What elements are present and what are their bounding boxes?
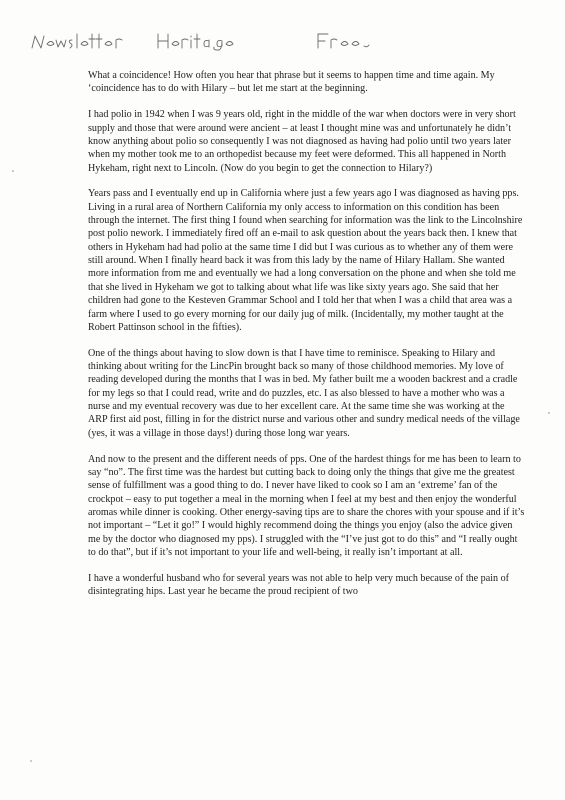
paragraph-present-needs: And now to the present and the different needs of pps. One of the hardest things for me has been to learn to say “no”. The first time was the hardest but cutting back to doing only the things that give me the greatest sense of fulfillment was a good thing to do. I never have liked to cook so I am an ‘extreme’ fan of the crockpot – easy to put together a meal in the morning when I feel at my best and then enjoy the wonderful aromas while dinner is cooking. Other energy-saving tips are to share the chores with your spouse and if it’s not important – “Let it go!” I would highly recommend doing the things you enjoy (also the advice given me by the doctor who diagnosed my pps). I struggled with the “I’ve just got to do this” and “I really ought to do that”, but if it’s not important to your life and well-being, it really isn’t important at all. <box>88 453 525 558</box>
scan-speck <box>12 170 14 172</box>
letter-body <box>88 69 525 599</box>
handwriting-scribble-icon <box>28 26 388 66</box>
paragraph-husband: I have a wonderful husband who for several years was not able to help very much because of the pain of disintegrating hips. Last year he became the proud recipient of two <box>88 572 509 598</box>
paragraph-childhood-memories: One of the things about having to slow down is that I have time to reminisce. Speaking to Hilary and thinking about writing for the LincPin brought back so many of those childhood memories. My love of reading developed during the months that I was in bed. My father built me a wooden backrest and a cradle for my legs so that I could read, write and do puzzles, etc. I as also blessed to have a mother who was a nurse and my eventual recovery was due to her excellent care. At the same time she was working at the ARP first aid post, filling in for the district nurse and various other and sundry medical needs of the village (yes, it was a village in those days!) during those long war years. <box>88 347 520 439</box>
paragraph-intro: What a coincidence! How often you hear that phrase but it seems to happen time and time again. My ‘coincidence has to do with Hilary – but let me start at the beginning. <box>88 70 495 95</box>
scan-speck <box>548 412 550 414</box>
paragraph-california: Years pass and I eventually end up in California where just a few years ago I was diagnosed as having pps. Living in a rural area of Northern California my only access to information on this condition has been through the internet. The first thing I found when searching for information was the link to the Lincolnshire post polio nework. I immediately fired off an e-mail to ask question about the years back then. I knew that others in Hykeham had had polio at the same time I did but I was curious as to whether any of them were still around. When I finally heard back it was from this lady by the name of Hilary Hallam. She wanted more information from me and eventually we had a long conversation on the phone and when she told me that she lived in Hykeham we got to talking about what life was like sixty years ago. She said that her children had gone to the Kesteven Grammar School and I told her that when I was a child that area was a farm where I used to go every morning for our daily jug of milk. (Incidentally, my mother taught at the Robert Pattinson school in the fifties). <box>88 188 523 333</box>
scan-speck <box>30 760 32 762</box>
paragraph-polio-1942: I had polio in 1942 when I was 9 years old, right in the middle of the war when doctors were in very short supply and those that were around were ancient – at least I thought mine was and unfortunately he didn’t know anything about polio so consequently I was not diagnosed as having had polio until two years later when my mother took me to an orthopedist because my feet were deformed. This all happened in North Hykeham, right next to Lincoln. (Now do you begin to get the connection to Hilary?) <box>88 109 516 174</box>
handwritten-annotation <box>28 26 388 66</box>
